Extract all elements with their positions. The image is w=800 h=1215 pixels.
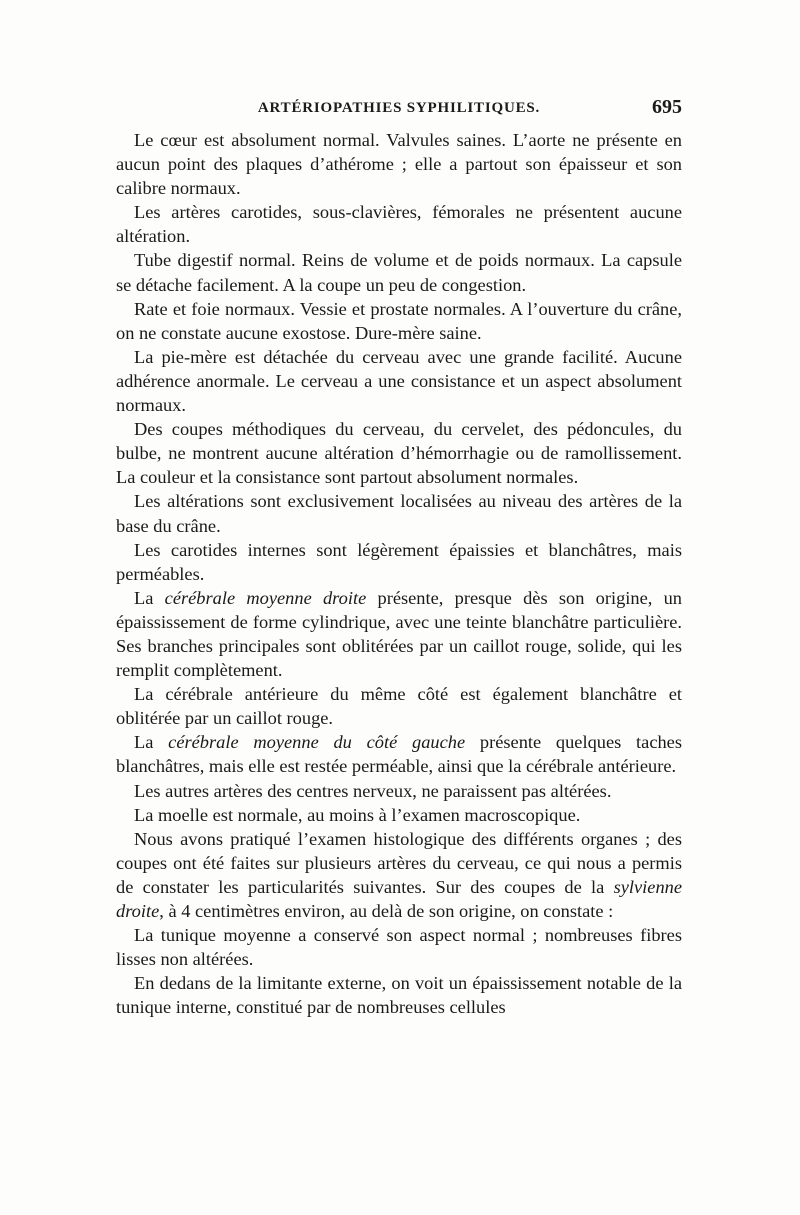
paragraph: [116, 200, 682, 248]
paragraph-text: présente quelques taches blanchâtres, mais elle est restée perméable, ainsi que la cérébrale antérieure.: [116, 732, 683, 777]
paragraph-text: , à 4 centimètres environ, au delà de son origine, on constate :: [159, 901, 614, 921]
body-text: [116, 128, 682, 1019]
paragraph-text: La cérébrale antérieure du même côté est également blanchâtre et oblitérée par un caillot rouge.: [116, 684, 682, 729]
paragraph-text: Les artères carotides, sous-clavières, fémorales ne présentent aucune altération.: [116, 202, 682, 247]
paragraph-text: En dedans de la limitante externe, on voit un épaississement notable de la tunique interne, constitué par de nombreuses cellules: [116, 973, 682, 1018]
paragraph-text: La tunique moyenne a conservé son aspect normal ; nombreuses fibres lisses non altérées.: [116, 925, 682, 970]
paragraph: [116, 345, 682, 417]
paragraph-text: Tube digestif normal. Reins de volume et de poids normaux. La capsule se détache facilement. A la coupe un peu de congestion.: [116, 250, 682, 295]
paragraph-text: La pie-mère est détachée du cerveau avec une grande facilité. Aucune adhérence anormale. Le cerveau a une consistance et un aspect absolument normaux.: [116, 346, 682, 416]
paragraph-text: Les carotides internes sont légèrement épaissies et blanchâtres, mais perméables.: [116, 539, 682, 584]
paragraph: [116, 128, 682, 200]
paragraph-text: Les autres artères des centres nerveux, ne paraissent pas altérées.: [134, 780, 612, 801]
paragraph-text: Nous avons pratiqué l’examen histologique des différents organes ; des coupes ont été faites sur plusieurs artères du cerveau, ce qui nous a permis de constater les particularités suivantes. Sur des coupes de la: [116, 828, 682, 897]
paragraph-text: La: [134, 732, 169, 753]
paragraph: [116, 971, 682, 1019]
running-head: ARTÉRIOPATHIES SYPHILITIQUES.: [257, 100, 541, 116]
paragraph: [116, 489, 682, 537]
paragraph: [116, 248, 682, 296]
paragraph-text: présente, presque dès son origine, un épaississement de forme cylindrique, avec une teinte blanchâtre particulière. Ses branches principales sont oblitérées par un caillot rouge, solide, qui les remplit complètement.: [116, 587, 682, 681]
paragraph-text: La moelle est normale, au moins à l’examen macroscopique.: [134, 804, 581, 825]
italic-term: cérébrale moyenne droite: [164, 587, 367, 608]
paragraph: [116, 730, 682, 778]
paragraph: [116, 586, 682, 682]
paragraph-text: La: [134, 587, 165, 608]
italic-term: cérébrale moyenne du côté gauche: [168, 732, 466, 753]
paragraph-text: Le cœur est absolument normal. Valvules saines. L’aorte ne présente en aucun point des plaques d’athérome ; elle a partout son épaisseur et son calibre normaux.: [116, 130, 682, 199]
paragraph: [116, 779, 682, 803]
paragraph-text: Des coupes méthodiques du cerveau, du cervelet, des pédoncules, du bulbe, ne montrent aucune altération d’hémorrhagie ou de ramollissement. La couleur et la consistance sont partout absolument normales.: [116, 419, 682, 488]
paragraph-text: Les altérations sont exclusivement localisées au niveau des artères de la base du crâne.: [116, 491, 682, 536]
paragraph: [116, 297, 682, 345]
paragraph-text: Rate et foie normaux. Vessie et prostate normales. A l’ouverture du crâne, on ne constate aucune exostose. Dure-mère saine.: [116, 298, 682, 343]
page-header: [116, 96, 682, 122]
paragraph: [116, 803, 682, 827]
page-number: 695: [652, 96, 682, 118]
paragraph: [116, 538, 682, 586]
paragraph: [116, 417, 682, 489]
paragraph: [116, 827, 682, 923]
paragraph: [116, 682, 682, 730]
italic-term: sylvienne droite: [116, 876, 682, 921]
paragraph: [116, 923, 682, 971]
